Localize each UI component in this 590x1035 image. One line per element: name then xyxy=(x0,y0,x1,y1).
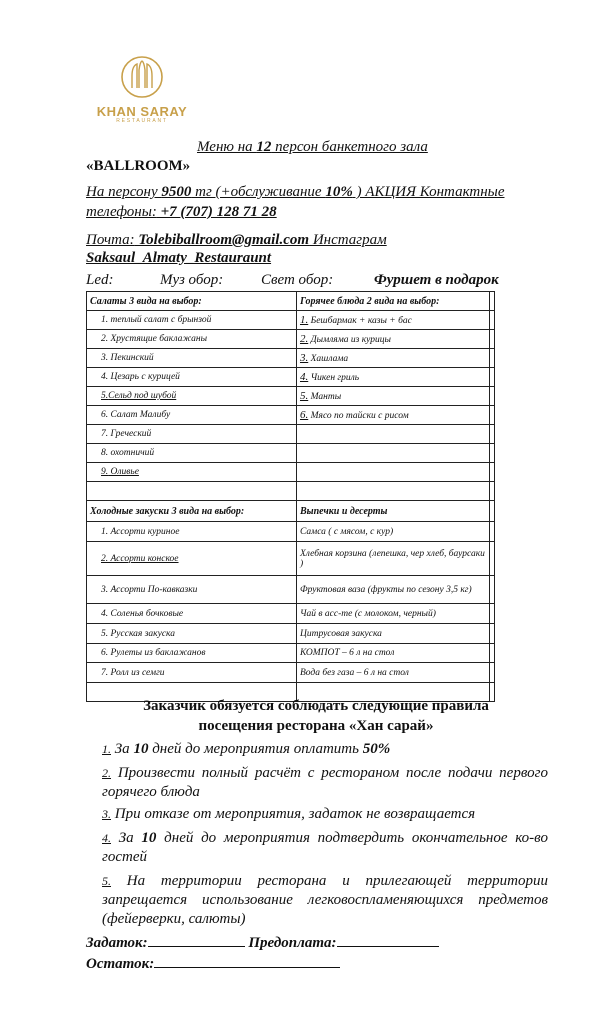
item-name: Хлебная корзина (лепешка, чер хлеб, баурсаки ) xyxy=(299,548,485,569)
item-name: 3. Пекинский xyxy=(101,353,154,363)
email-line xyxy=(86,232,387,249)
price-value: 9500 xyxy=(161,184,192,200)
rule-text: дней до мероприятия оплатить xyxy=(148,741,363,757)
item-name: Дымляма из курицы xyxy=(308,335,391,345)
gift-label: Фуршет в подарок xyxy=(374,272,499,288)
item-name: Оливье xyxy=(108,467,139,477)
item-name: 5. Русская закуска xyxy=(101,628,175,639)
table-cell-spacer xyxy=(490,444,495,463)
item-name: 7. Ролл из семги xyxy=(101,667,165,678)
service-value: 10% xyxy=(325,184,353,200)
table-cell-left xyxy=(87,522,297,542)
table-cell-right xyxy=(296,330,489,349)
table-cell-left xyxy=(87,463,297,482)
table-cell-left xyxy=(87,542,297,576)
rule-days: 10 xyxy=(133,741,149,757)
rule-text: За xyxy=(111,830,142,846)
table-cell-spacer xyxy=(490,501,495,522)
rule-2 xyxy=(102,764,548,802)
item-name: Хашлама xyxy=(308,354,349,364)
item-name: 7. Греческий xyxy=(101,429,152,439)
item-number: 2. xyxy=(299,333,309,345)
table-cell-left xyxy=(87,644,297,663)
item-name: Бешбармак + казы + бас xyxy=(308,316,412,326)
table-cell-right xyxy=(296,406,489,425)
table-cell-right xyxy=(296,663,489,683)
rule-text: При отказе от мероприятия, задаток не возвращается xyxy=(111,806,476,822)
item-name: 6. Рулеты из баклажанов xyxy=(101,648,206,658)
table-cell-right xyxy=(296,522,489,542)
cold-snacks-header: Холодные закуски 3 вида на выбор: xyxy=(87,501,297,522)
table-cell-spacer xyxy=(490,387,495,406)
table-cell-right xyxy=(296,311,489,330)
table-cell-left xyxy=(87,387,297,406)
table-cell-spacer xyxy=(490,624,495,644)
table-cell-right xyxy=(296,387,489,406)
table-cell-left xyxy=(87,663,297,683)
rule-4 xyxy=(102,829,548,867)
table-cell-right xyxy=(296,624,489,644)
rules-title-line2: посещения ресторана «Хан сарай» xyxy=(198,718,434,734)
deposit-label: Задаток: xyxy=(86,935,148,951)
table-cell-left xyxy=(87,576,297,604)
logo-brand: KHAN SARAY xyxy=(96,104,188,119)
table-row xyxy=(87,368,495,387)
table-cell-spacer xyxy=(490,604,495,624)
email-value[interactable]: Tolebiballroom@gmail.com xyxy=(134,232,310,248)
table-row xyxy=(87,542,495,576)
email-label: Почта: xyxy=(86,232,135,248)
item-name: Фруктовая ваза (фрукты по сезону 3,5 кг) xyxy=(299,584,472,595)
rule-number: 4. xyxy=(102,831,111,845)
item-name: КОМПОТ – 6 л на стол xyxy=(299,648,395,658)
table-cell-left xyxy=(87,368,297,387)
prepay-label: Предоплата: xyxy=(248,935,337,951)
table-row xyxy=(87,406,495,425)
sound-label: Муз обор: xyxy=(160,272,224,288)
table-cell-spacer xyxy=(490,522,495,542)
rules-title-line1: Заказчик обязуется соблюдать следующие правила xyxy=(143,698,489,714)
remainder-label: Остаток: xyxy=(86,956,155,972)
table-row xyxy=(87,444,495,463)
table-cell-right xyxy=(296,644,489,663)
price-line xyxy=(86,184,504,201)
table-cell-spacer xyxy=(490,406,495,425)
guests-count: 12 xyxy=(256,139,272,155)
table-row xyxy=(87,311,495,330)
table-cell-spacer xyxy=(490,330,495,349)
table-row xyxy=(87,663,495,683)
remainder-blank[interactable] xyxy=(154,955,340,968)
item-name: 2. Хрустящие баклажаны xyxy=(101,334,208,344)
item-name: Чай в асс-те (с молоком, черный) xyxy=(299,608,436,619)
table-row-empty xyxy=(87,482,495,501)
price-label: На персону xyxy=(86,184,162,200)
rule-1 xyxy=(102,740,548,759)
table-cell-spacer xyxy=(490,368,495,387)
menu-table xyxy=(86,291,495,702)
table-cell-right xyxy=(296,542,489,576)
item-number: 1. xyxy=(299,314,309,326)
item-number: 4. xyxy=(299,371,309,383)
table-cell-left xyxy=(87,406,297,425)
item-name: 4. Соленья бочковые xyxy=(101,608,184,619)
item-name: Самса ( с мясом, с кур) xyxy=(299,526,394,537)
table-row xyxy=(87,644,495,663)
rule-text: дней до мероприятия подтвердить окончательное ко-во гостей xyxy=(102,830,548,865)
rule-3 xyxy=(102,805,548,824)
item-name: 6. Салат Малибу xyxy=(101,410,171,420)
phone-line xyxy=(86,204,277,221)
rule-text: За xyxy=(111,741,134,757)
rule-days: 10 xyxy=(141,830,157,846)
prepay-blank[interactable] xyxy=(337,934,439,947)
table-row xyxy=(87,522,495,542)
item-number: 5. xyxy=(299,390,309,402)
payment-line xyxy=(86,934,439,952)
item-name: 4. Цезарь с курицей xyxy=(101,372,180,382)
table-cell-left xyxy=(87,482,297,501)
rule-number: 3. xyxy=(102,807,111,821)
table-cell-spacer xyxy=(490,644,495,663)
table-cell-spacer xyxy=(490,542,495,576)
item-name: Цитрусовая закуска xyxy=(299,628,382,639)
item-name: 3. Ассорти По-кавказки xyxy=(101,584,198,595)
logo-emblem-icon xyxy=(120,52,164,102)
table-row xyxy=(87,349,495,368)
hot-dishes-header: Горячее блюда 2 вида на выбор: xyxy=(296,292,489,311)
rule-number: 2. xyxy=(102,766,111,780)
title-part: персон банкетного зала xyxy=(271,139,428,155)
table-cell-spacer xyxy=(490,311,495,330)
rule-text: На территории ресторана и прилегающей территории запрещается использование легковоспламеняющихся предметов (фейерверки, салюты) xyxy=(102,873,548,927)
led-label: Led: xyxy=(86,272,114,288)
table-cell-spacer xyxy=(490,463,495,482)
title-part: Меню на xyxy=(197,139,257,155)
table-header-row xyxy=(87,292,495,311)
table-cell-right xyxy=(296,604,489,624)
table-cell-spacer xyxy=(490,482,495,501)
table-row xyxy=(87,387,495,406)
rule-percent: 50% xyxy=(362,741,391,757)
phone-label: телефоны: xyxy=(86,204,157,220)
instagram-handle[interactable]: Saksaul_Almaty_Restauraunt xyxy=(86,250,272,266)
table-cell-left xyxy=(87,330,297,349)
restaurant-logo xyxy=(88,52,196,138)
item-number: 5. xyxy=(101,391,109,401)
table-row xyxy=(87,624,495,644)
item-name: Вода без газа – 6 л на стол xyxy=(299,667,409,678)
item-name: 8. охотничий xyxy=(101,448,155,458)
rule-text: Произвести полный расчёт с рестораном после подачи первого горячего блюда xyxy=(102,765,548,800)
instagram-label: Инстаграм xyxy=(309,232,387,248)
table-row xyxy=(87,330,495,349)
item-number: 9. xyxy=(101,467,109,477)
table-cell-spacer xyxy=(490,349,495,368)
salads-header: Салаты 3 вида на выбор: xyxy=(87,292,297,311)
table-cell-left xyxy=(87,624,297,644)
table-cell-left xyxy=(87,425,297,444)
item-name: Чикен гриль xyxy=(308,373,360,383)
table-row xyxy=(87,463,495,482)
table-cell-right xyxy=(296,444,489,463)
phone-value[interactable]: +7 (707) 128 71 28 xyxy=(156,204,277,220)
rules-title xyxy=(86,696,546,736)
item-name: Манты xyxy=(308,392,342,402)
item-name: 1. теплый салат с брынзой xyxy=(101,315,212,325)
rule-5 xyxy=(102,872,548,929)
table-cell-right xyxy=(296,349,489,368)
item-name: 2. Ассорти конское xyxy=(101,553,179,564)
table-cell-left xyxy=(87,349,297,368)
promo-label: ) АКЦИЯ Контактные xyxy=(352,184,505,200)
table-row xyxy=(87,425,495,444)
pastry-desserts-header: Выпечки и десерты xyxy=(296,501,489,522)
menu-title xyxy=(197,139,428,156)
table-cell-right xyxy=(296,576,489,604)
item-number: 3. xyxy=(299,352,309,364)
table-header-row xyxy=(87,501,495,522)
rule-number: 5. xyxy=(102,874,111,888)
table-row xyxy=(87,576,495,604)
table-cell-right xyxy=(296,425,489,444)
table-cell-right xyxy=(296,368,489,387)
logo-subtitle: RESTAURANT xyxy=(116,118,168,124)
table-cell-spacer xyxy=(490,663,495,683)
table-cell-spacer xyxy=(490,425,495,444)
item-number: 6. xyxy=(299,409,309,421)
table-row xyxy=(87,604,495,624)
table-cell-right xyxy=(296,482,489,501)
service-label: тг (+обслуживание xyxy=(191,184,326,200)
item-name: 1. Ассорти куриное xyxy=(101,526,180,537)
table-cell-right xyxy=(296,463,489,482)
light-label: Свет обор: xyxy=(261,272,334,288)
table-cell-left xyxy=(87,311,297,330)
rule-number: 1. xyxy=(102,742,111,756)
item-name: Мясо по тайски с рисом xyxy=(308,411,409,421)
hall-name: «BALLROOM» xyxy=(86,158,191,174)
table-cell-spacer xyxy=(490,576,495,604)
table-cell-left xyxy=(87,444,297,463)
deposit-blank[interactable] xyxy=(148,934,245,947)
remainder-line xyxy=(86,955,340,973)
item-name: Сельд под шубой xyxy=(108,391,177,401)
table-cell-left xyxy=(87,604,297,624)
